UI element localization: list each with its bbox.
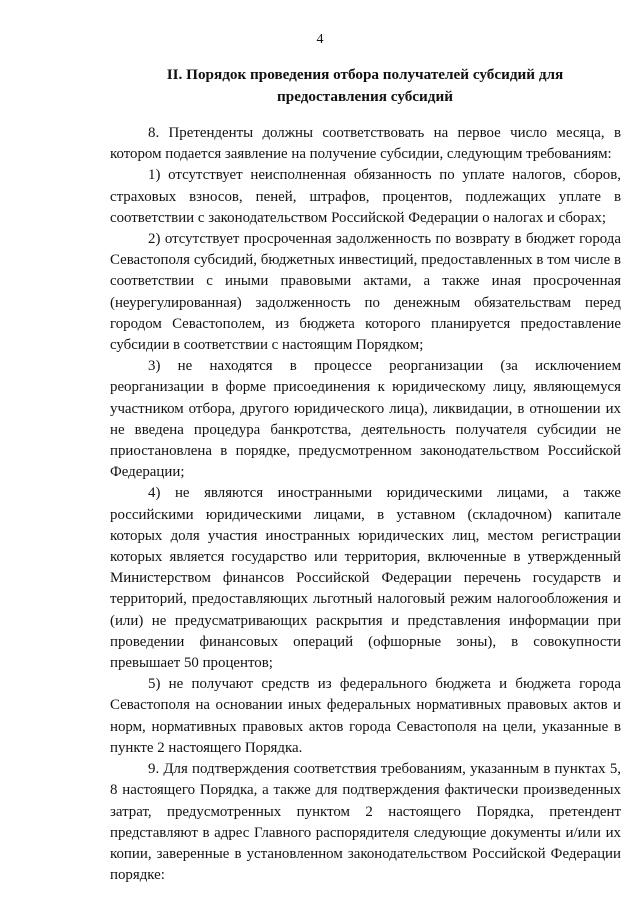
requirement-4: 4) не являются иностранными юридическими лицами, а также российскими юридическими лицами, в уставном (складочном) капитале которых доля участия иностранных юридических лиц, местом регистрации которых является государство или территория, включенные в утвержденный Министерством финансов Российской Федерации перечень государств и территорий, предоставляющих льготный налоговый режим налогообложения и (или) не предусматривающих раскрытия и представления информации при проведении финансовых операций (офшорные зоны), в совокупности превышает 50 процентов; <box>110 485 621 672</box>
requirement-3: 3) не находятся в процессе реорганизации (за исключением реорганизации в форме присоединения к юридическому лицу, являющемуся участником отбора, другого юридического лица), ликвидации, в отношении их не введена процедура банкротства, деятельность получателя субсидии не приостановлена в порядке, предусмотренном законодательством Российской Федерации; <box>110 358 621 481</box>
section-heading-line-2: предоставления субсидий <box>277 88 453 105</box>
section-heading <box>150 64 580 108</box>
page-number: 4 <box>316 32 324 47</box>
document-body <box>110 123 621 886</box>
paragraph-8: 8. Претенденты должны соответствовать на первое число месяца, в котором подается заявление на получение субсидии, следующим требованиям: <box>110 125 621 163</box>
requirement-2: 2) отсутствует просроченная задолженность по возврату в бюджет города Севастополя субсидий, бюджетных инвестиций, предоставленных в том числе в соответствии с иными правовыми актами, а также иная просроченная (неурегулированная) задолженность по денежным обязательствам перед городом Севастополем, из бюджета которого планируется предоставление субсидии в соответствии с настоящим Порядком; <box>110 231 621 354</box>
section-heading-line-1: II. Порядок проведения отбора получателей субсидий для <box>166 66 564 83</box>
requirement-5: 5) не получают средств из федерального бюджета и бюджета города Севастополя на основании иных федеральных нормативных правовых актов и норм, нормативных правовых актов города Севастополя на цели, указанные в пункте 2 настоящего Порядка. <box>110 676 621 756</box>
requirement-1: 1) отсутствует неисполненная обязанность по уплате налогов, сборов, страховых взносов, пеней, штрафов, процентов, подлежащих уплате в соответствии с законодательством Российской Федерации о налогах и сборах; <box>110 167 621 226</box>
paragraph-9: 9. Для подтверждения соответствия требованиям, указанным в пунктах 5, 8 настоящего Порядка, а также для подтверждения фактически произведенных затрат, предусмотренных пунктом 2 настоящего Порядка, претендент представляют в адрес Главного распорядителя следующие документы и/или их копии, заверенные в установленном законодательством Российской Федерации порядке: <box>110 761 621 884</box>
